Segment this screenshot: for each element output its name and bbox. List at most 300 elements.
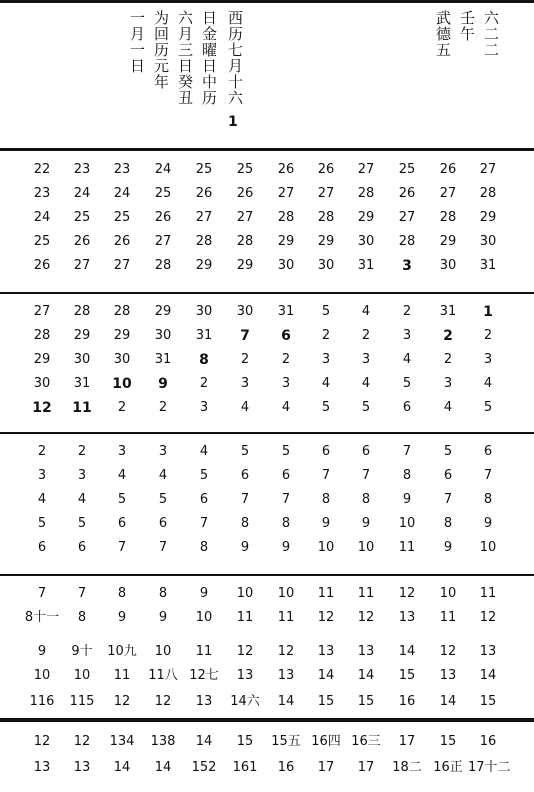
table-cell: 13	[236, 668, 254, 683]
header-ganzhi: 壬午	[458, 10, 476, 42]
header-line-2: 为回历元年	[152, 10, 170, 90]
table-cell: 26	[439, 162, 457, 177]
table-cell: 8	[483, 492, 493, 507]
table-cell: 16	[479, 734, 497, 749]
table-cell: 4	[37, 492, 47, 507]
table-cell: 15	[439, 734, 457, 749]
table-cell: 23	[73, 162, 91, 177]
table-cell: 3	[158, 444, 168, 459]
table-cell: 12	[439, 644, 457, 659]
table-cell: 7	[158, 540, 168, 555]
table-row	[0, 584, 534, 604]
section-rule-5	[0, 718, 534, 722]
table-cell: 14	[195, 734, 213, 749]
table-row	[0, 692, 534, 712]
table-cell: 27	[357, 162, 375, 177]
table-cell: 2	[281, 352, 291, 367]
table-cell: 29	[479, 210, 497, 225]
table-cell: 13	[317, 644, 335, 659]
table-cell: 6	[483, 444, 493, 459]
table-cell: 27	[113, 258, 131, 273]
table-row	[0, 608, 534, 628]
table-cell: 8	[117, 586, 127, 601]
table-cell: 5	[77, 516, 87, 531]
table-cell: 14	[317, 668, 335, 683]
table-cell: 30	[73, 352, 91, 367]
table-cell: 152	[191, 760, 217, 775]
table-cell: 5	[240, 444, 250, 459]
table-cell: 31	[73, 376, 91, 391]
table-cell: 29	[195, 258, 213, 273]
table-cell: 9	[281, 540, 291, 555]
table-cell: 30	[317, 258, 335, 273]
table-cell: 28	[357, 186, 375, 201]
table-cell: 12	[357, 610, 375, 625]
table-cell: 6	[361, 444, 371, 459]
table-cell: 29	[154, 304, 172, 319]
table-cell: 30	[195, 304, 213, 319]
table-cell: 12	[73, 734, 91, 749]
table-cell: 12	[317, 610, 335, 625]
table-cell: 30	[439, 258, 457, 273]
table-row	[0, 374, 534, 394]
table-cell: 25	[33, 234, 51, 249]
table-cell: 26	[154, 210, 172, 225]
table-cell: 16四	[311, 734, 341, 749]
table-cell: 9	[402, 492, 412, 507]
table-cell: 10	[73, 668, 91, 683]
table-cell: 29	[33, 352, 51, 367]
table-cell: 7	[240, 492, 250, 507]
table-row	[0, 326, 534, 346]
table-cell: 28	[479, 186, 497, 201]
table-cell: 5	[483, 400, 493, 415]
table-row	[0, 514, 534, 534]
table-cell: 6	[199, 492, 209, 507]
table-cell: 12	[33, 734, 51, 749]
table-cell: 15	[236, 734, 254, 749]
table-cell: 4	[281, 400, 291, 415]
table-cell: 28	[317, 210, 335, 225]
table-cell: 8	[240, 516, 250, 531]
table-cell: 23	[113, 162, 131, 177]
table-cell: 4	[199, 444, 209, 459]
table-cell: 14	[479, 668, 497, 683]
table-cell: 28	[73, 304, 91, 319]
table-cell: 1	[483, 304, 493, 320]
table-cell: 10	[195, 610, 213, 625]
table-cell: 5	[199, 468, 209, 483]
table-cell: 26	[317, 162, 335, 177]
table-cell: 15	[398, 668, 416, 683]
table-cell: 5	[158, 492, 168, 507]
table-cell: 11	[113, 668, 131, 683]
table-cell: 10	[277, 586, 295, 601]
table-cell: 13	[33, 760, 51, 775]
top-rule	[0, 0, 534, 3]
table-cell: 7	[77, 586, 87, 601]
table-cell: 6	[77, 540, 87, 555]
table-row	[0, 538, 534, 558]
table-cell: 7	[402, 444, 412, 459]
table-cell: 9	[199, 586, 209, 601]
table-cell: 27	[277, 186, 295, 201]
table-cell: 6	[117, 516, 127, 531]
table-cell: 16	[277, 760, 295, 775]
table-cell: 13	[439, 668, 457, 683]
table-cell: 26	[73, 234, 91, 249]
table-cell: 15	[317, 694, 335, 709]
table-cell: 25	[154, 186, 172, 201]
section-rule-1	[0, 148, 534, 151]
table-cell: 9	[158, 610, 168, 625]
table-cell: 27	[479, 162, 497, 177]
table-cell: 3	[37, 468, 47, 483]
table-cell: 2	[483, 328, 493, 343]
table-cell: 2	[402, 304, 412, 319]
table-cell: 138	[150, 734, 176, 749]
table-cell: 8	[361, 492, 371, 507]
table-cell: 11	[72, 400, 92, 416]
table-row	[0, 232, 534, 252]
table-cell: 27	[317, 186, 335, 201]
header-era: 武德五	[434, 10, 452, 58]
table-cell: 5	[402, 376, 412, 391]
table-cell: 31	[195, 328, 213, 343]
table-cell: 10	[317, 540, 335, 555]
table-cell: 28	[195, 234, 213, 249]
table-cell: 6	[240, 468, 250, 483]
table-cell: 17十二	[468, 760, 511, 775]
table-cell: 9	[240, 540, 250, 555]
table-cell: 7	[361, 468, 371, 483]
table-cell: 11	[277, 610, 295, 625]
table-cell: 3	[77, 468, 87, 483]
table-cell: 16	[398, 694, 416, 709]
table-cell: 8十一	[24, 610, 60, 625]
table-row	[0, 466, 534, 486]
table-cell: 29	[357, 210, 375, 225]
table-cell: 27	[195, 210, 213, 225]
table-cell: 7	[281, 492, 291, 507]
table-cell: 13	[195, 694, 213, 709]
table-cell: 3	[361, 352, 371, 367]
table-cell: 134	[109, 734, 135, 749]
table-cell: 26	[195, 186, 213, 201]
table-cell: 4	[361, 376, 371, 391]
table-cell: 6	[321, 444, 331, 459]
table-row	[0, 398, 534, 418]
table-cell: 25	[236, 162, 254, 177]
table-cell: 14	[439, 694, 457, 709]
table-cell: 15	[479, 694, 497, 709]
table-cell: 12	[236, 644, 254, 659]
table-cell: 26	[398, 186, 416, 201]
table-cell: 29	[317, 234, 335, 249]
table-cell: 10	[479, 540, 497, 555]
table-cell: 26	[236, 186, 254, 201]
table-cell: 24	[73, 186, 91, 201]
table-cell: 2	[37, 444, 47, 459]
table-cell: 3	[443, 376, 453, 391]
table-row	[0, 732, 534, 752]
table-cell: 161	[232, 760, 258, 775]
table-cell: 4	[77, 492, 87, 507]
table-cell: 4	[240, 400, 250, 415]
table-cell: 11	[195, 644, 213, 659]
table-cell: 3	[199, 400, 209, 415]
table-cell: 4	[483, 376, 493, 391]
table-cell: 8	[281, 516, 291, 531]
table-cell: 30	[113, 352, 131, 367]
table-cell: 10	[398, 516, 416, 531]
table-cell: 7	[321, 468, 331, 483]
table-cell: 11	[439, 610, 457, 625]
table-cell: 14	[154, 760, 172, 775]
table-cell: 30	[277, 258, 295, 273]
table-cell: 15	[357, 694, 375, 709]
table-cell: 10	[357, 540, 375, 555]
table-cell: 31	[439, 304, 457, 319]
table-cell: 31	[479, 258, 497, 273]
section-rule-4	[0, 574, 534, 576]
table-cell: 5	[281, 444, 291, 459]
table-cell: 12	[32, 400, 52, 416]
table-cell: 3	[321, 352, 331, 367]
table-cell: 27	[398, 210, 416, 225]
table-cell: 29	[113, 328, 131, 343]
table-cell: 11	[357, 586, 375, 601]
table-cell: 7	[240, 328, 250, 344]
table-cell: 23	[33, 186, 51, 201]
table-cell: 116	[29, 694, 55, 709]
table-cell: 7	[199, 516, 209, 531]
table-cell: 5	[443, 444, 453, 459]
table-row	[0, 256, 534, 276]
table-cell: 8	[402, 468, 412, 483]
table-cell: 7	[37, 586, 47, 601]
table-cell: 2	[443, 328, 453, 344]
table-cell: 29	[73, 328, 91, 343]
table-cell: 28	[398, 234, 416, 249]
table-cell: 12	[398, 586, 416, 601]
table-cell: 24	[113, 186, 131, 201]
table-cell: 14	[398, 644, 416, 659]
table-cell: 8	[77, 610, 87, 625]
table-cell: 11	[479, 586, 497, 601]
table-cell: 16正	[433, 760, 463, 775]
table-cell: 25	[73, 210, 91, 225]
table-cell: 4	[402, 352, 412, 367]
table-cell: 27	[33, 304, 51, 319]
table-cell: 25	[398, 162, 416, 177]
table-cell: 4	[158, 468, 168, 483]
table-cell: 13	[479, 644, 497, 659]
table-cell: 30	[479, 234, 497, 249]
table-cell: 5	[321, 400, 331, 415]
table-cell: 12	[154, 694, 172, 709]
table-cell: 28	[154, 258, 172, 273]
table-cell: 9	[443, 540, 453, 555]
table-cell: 26	[33, 258, 51, 273]
table-cell: 10	[112, 376, 132, 392]
table-cell: 2	[199, 376, 209, 391]
table-cell: 9	[37, 644, 47, 659]
table-cell: 12七	[189, 668, 219, 683]
table-cell: 3	[117, 444, 127, 459]
table-cell: 4	[443, 400, 453, 415]
table-cell: 3	[483, 352, 493, 367]
table-cell: 9	[361, 516, 371, 531]
table-cell: 26	[277, 162, 295, 177]
table-cell: 115	[69, 694, 95, 709]
table-cell: 6	[402, 400, 412, 415]
table-cell: 25	[195, 162, 213, 177]
table-cell: 2	[361, 328, 371, 343]
table-cell: 12	[479, 610, 497, 625]
table-cell: 27	[73, 258, 91, 273]
table-cell: 8	[158, 586, 168, 601]
table-cell: 11	[317, 586, 335, 601]
table-cell: 28	[33, 328, 51, 343]
header-line-4: 日金曜日中历	[200, 10, 218, 106]
table-cell: 11	[398, 540, 416, 555]
table-cell: 17	[398, 734, 416, 749]
table-row	[0, 184, 534, 204]
table-cell: 11	[236, 610, 254, 625]
table-cell: 9	[117, 610, 127, 625]
table-cell: 29	[277, 234, 295, 249]
table-cell: 6	[281, 328, 291, 344]
table-cell: 4	[117, 468, 127, 483]
table-cell: 13	[277, 668, 295, 683]
table-cell: 27	[154, 234, 172, 249]
table-cell: 17	[357, 760, 375, 775]
table-cell: 29	[236, 258, 254, 273]
section-rule-3	[0, 432, 534, 434]
table-row	[0, 160, 534, 180]
table-cell: 14	[277, 694, 295, 709]
table-cell: 14	[113, 760, 131, 775]
table-cell: 7	[117, 540, 127, 555]
table-row	[0, 442, 534, 462]
table-cell: 18二	[392, 760, 422, 775]
table-cell: 30	[236, 304, 254, 319]
table-cell: 2	[158, 400, 168, 415]
table-cell: 31	[277, 304, 295, 319]
table-cell: 29	[439, 234, 457, 249]
table-cell: 13	[357, 644, 375, 659]
table-row	[0, 490, 534, 510]
table-cell: 14	[357, 668, 375, 683]
table-cell: 5	[321, 304, 331, 319]
table-cell: 6	[281, 468, 291, 483]
table-row	[0, 208, 534, 228]
table-cell: 4	[361, 304, 371, 319]
table-cell: 7	[483, 468, 493, 483]
table-cell: 24	[33, 210, 51, 225]
table-cell: 12	[277, 644, 295, 659]
table-cell: 15五	[271, 734, 301, 749]
table-cell: 28	[277, 210, 295, 225]
table-cell: 31	[154, 352, 172, 367]
table-row	[0, 758, 534, 778]
header-line-5: 西历七月十六	[226, 10, 244, 106]
table-cell: 30	[357, 234, 375, 249]
table-cell: 8	[443, 516, 453, 531]
table-cell: 2	[443, 352, 453, 367]
table-cell: 5	[117, 492, 127, 507]
table-cell: 10	[236, 586, 254, 601]
table-cell: 3	[402, 258, 412, 274]
table-row	[0, 666, 534, 686]
table-cell: 26	[113, 234, 131, 249]
table-cell: 13	[73, 760, 91, 775]
table-cell: 17	[317, 760, 335, 775]
table-cell: 5	[37, 516, 47, 531]
table-cell: 8	[199, 352, 209, 368]
table-cell: 16三	[351, 734, 381, 749]
table-cell: 10	[154, 644, 172, 659]
table-cell: 9十	[71, 644, 93, 659]
table-cell: 12	[113, 694, 131, 709]
table-cell: 2	[77, 444, 87, 459]
table-cell: 13	[398, 610, 416, 625]
table-row	[0, 350, 534, 370]
table-cell: 10九	[107, 644, 137, 659]
table-cell: 27	[236, 210, 254, 225]
table-cell: 3	[281, 376, 291, 391]
table-cell: 9	[483, 516, 493, 531]
table-cell: 31	[357, 258, 375, 273]
header-line-3: 六月三日癸丑	[176, 10, 194, 106]
table-cell: 28	[236, 234, 254, 249]
table-row	[0, 302, 534, 322]
table-cell: 24	[154, 162, 172, 177]
table-cell: 4	[321, 376, 331, 391]
table-cell: 7	[443, 492, 453, 507]
section-rule-2	[0, 292, 534, 294]
table-cell: 3	[240, 376, 250, 391]
header-line-5-number: 1	[228, 114, 238, 130]
table-cell: 6	[443, 468, 453, 483]
table-cell: 27	[439, 186, 457, 201]
table-cell: 6	[37, 540, 47, 555]
table-cell: 9	[321, 516, 331, 531]
table-cell: 10	[33, 668, 51, 683]
table-cell: 9	[158, 376, 168, 392]
table-cell: 11八	[148, 668, 178, 683]
table-cell: 28	[439, 210, 457, 225]
table-cell: 28	[113, 304, 131, 319]
header-line-1: 一月一日	[128, 10, 146, 74]
table-cell: 10	[439, 586, 457, 601]
table-cell: 8	[321, 492, 331, 507]
table-cell: 2	[240, 352, 250, 367]
table-cell: 14六	[230, 694, 260, 709]
table-cell: 30	[154, 328, 172, 343]
table-cell: 5	[361, 400, 371, 415]
table-cell: 6	[158, 516, 168, 531]
table-cell: 25	[113, 210, 131, 225]
table-cell: 2	[117, 400, 127, 415]
table-cell: 30	[33, 376, 51, 391]
table-cell: 3	[402, 328, 412, 343]
header-year: 六二二	[482, 10, 500, 58]
table-cell: 22	[33, 162, 51, 177]
table-cell: 2	[321, 328, 331, 343]
table-row	[0, 642, 534, 662]
